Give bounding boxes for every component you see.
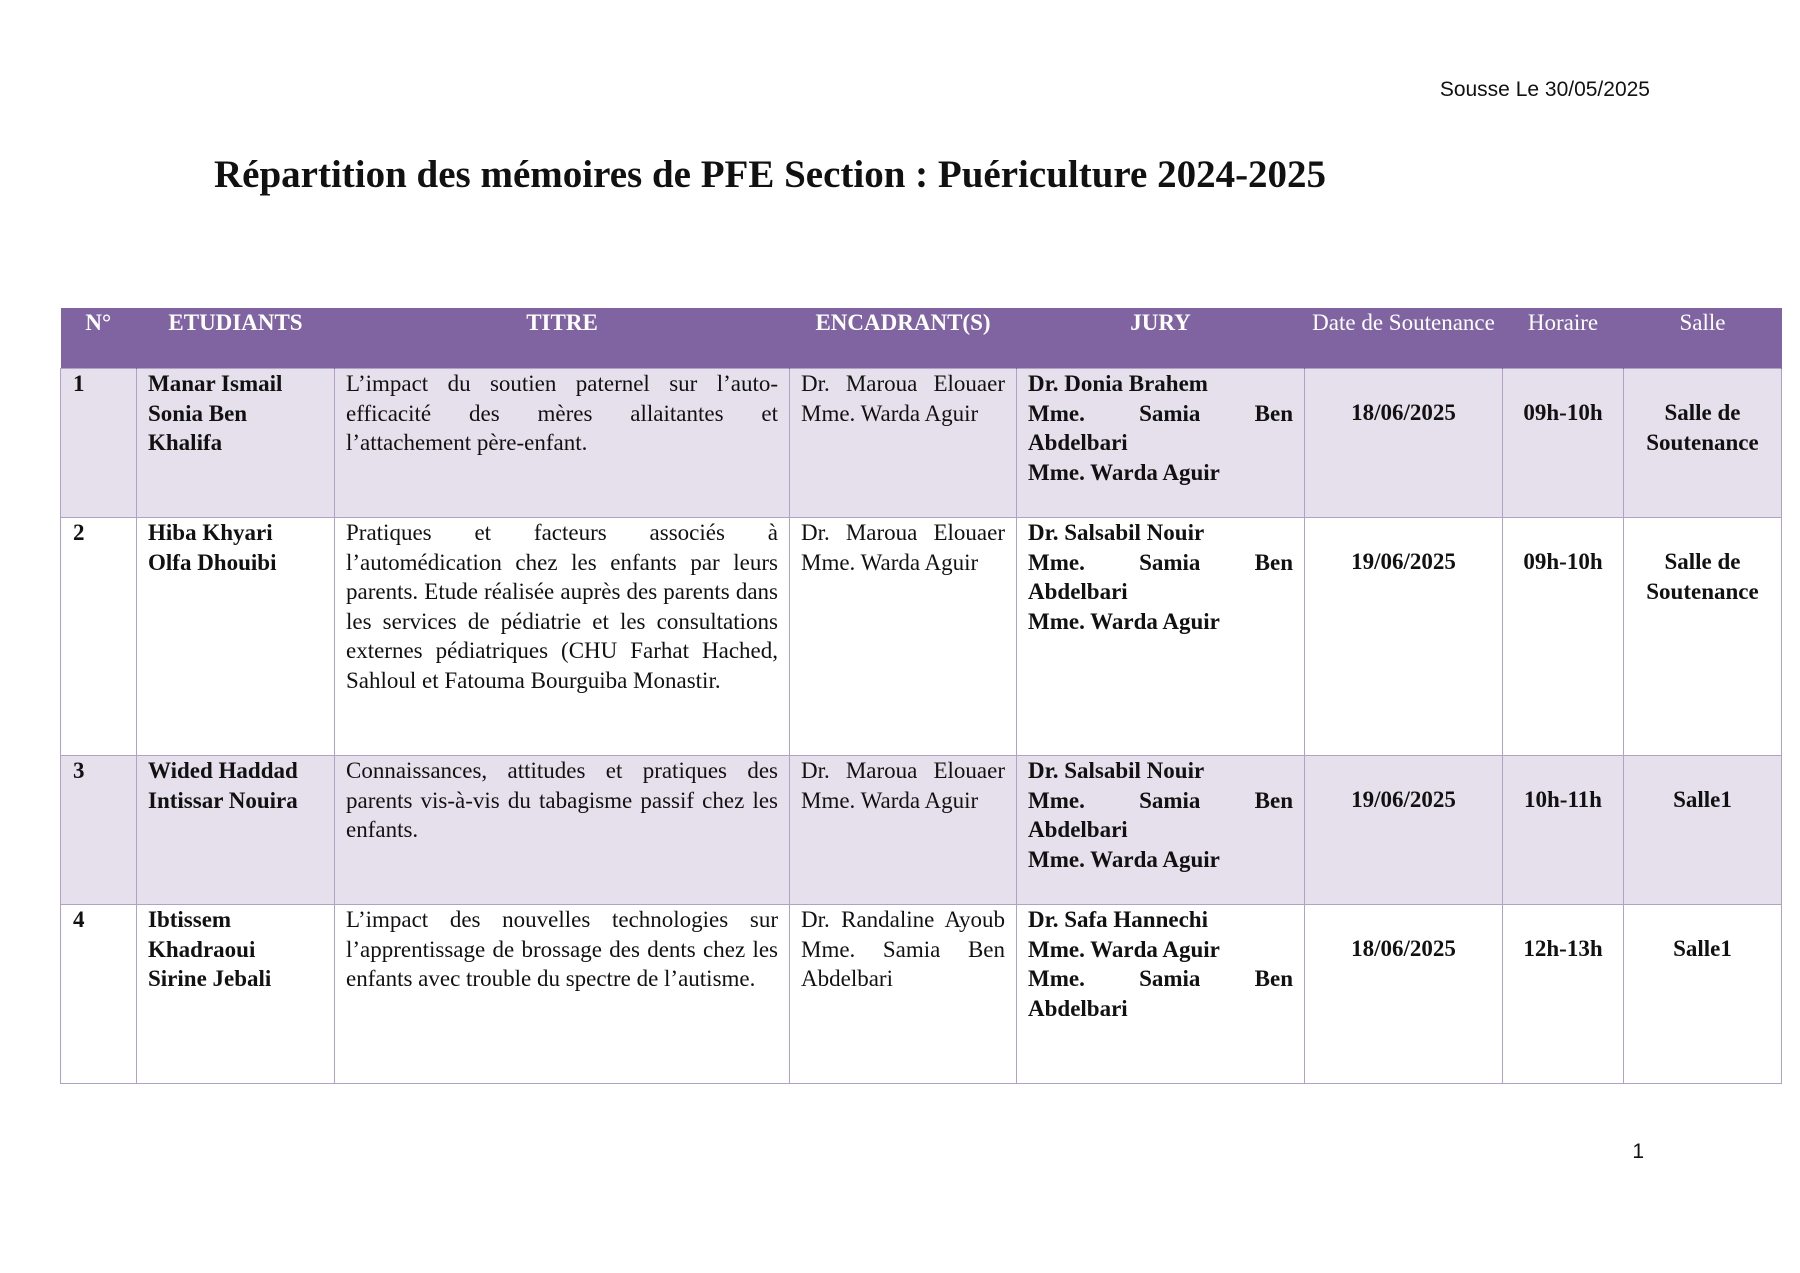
horaire-cell: 09h-10h: [1503, 369, 1624, 518]
jury-member: Dr. Salsabil Nouir: [1028, 520, 1205, 545]
salle-cell: Salle de Soutenance: [1624, 518, 1782, 756]
student-name: Hiba Khyari: [148, 520, 273, 545]
titre-cell: Connaissances, attitudes et pratiques des parents vis-à-vis du tabagisme passif chez les enfants.: [335, 756, 790, 905]
jury-member: Mme. Warda Aguir: [1028, 936, 1220, 962]
column-header-jury: JURY: [1017, 308, 1305, 369]
encadrants-cell: [790, 756, 1017, 905]
jury-cell: [1017, 369, 1305, 518]
date-cell: 19/06/2025: [1305, 518, 1503, 756]
titre-cell: L’impact du soutien paternel sur l’auto-efficacité des mères allaitantes et l’attachement père-enfant.: [335, 369, 790, 518]
jury-member: Mme. Samia Ben Abdelbari: [1028, 400, 1293, 455]
jury-member: Mme. Warda Aguir: [1028, 608, 1220, 634]
jury-member: Mme. Samia Ben Abdelbari: [1028, 966, 1293, 1021]
salle-cell: Salle1: [1624, 756, 1782, 905]
encadrant-name: Dr. Maroua Elouaer: [801, 371, 1005, 396]
jury-member: Mme. Samia Ben Abdelbari: [1028, 549, 1293, 604]
row-number: 3: [61, 756, 137, 905]
encadrant-name: Mme. Warda Aguir: [801, 787, 979, 813]
encadrant-name: Mme. Warda Aguir: [801, 549, 979, 575]
jury-member: Mme. Samia Ben Abdelbari: [1028, 787, 1293, 842]
jury-cell: [1017, 518, 1305, 756]
column-header-date: Date de Soutenance: [1305, 308, 1503, 369]
encadrants-cell: [790, 905, 1017, 1084]
table-row: [61, 369, 1782, 518]
page-number: 1: [1632, 1140, 1644, 1163]
memoires-table: [60, 308, 1782, 1084]
salle-cell: Salle1: [1624, 905, 1782, 1084]
horaire-cell: 09h-10h: [1503, 518, 1624, 756]
student-name: Olfa Dhouibi: [148, 549, 277, 575]
column-header-num: N°: [61, 308, 137, 369]
salle-cell: Salle de Soutenance: [1624, 369, 1782, 518]
jury-member: Mme. Warda Aguir: [1028, 459, 1220, 485]
table-header-row: [61, 308, 1782, 369]
student-name: Ibtissem Khadraoui: [148, 907, 256, 962]
jury-cell: [1017, 905, 1305, 1084]
encadrants-cell: [790, 369, 1017, 518]
table-row: [61, 756, 1782, 905]
jury-member: Mme. Warda Aguir: [1028, 846, 1220, 872]
students-cell: [137, 905, 335, 1084]
students-cell: [137, 518, 335, 756]
student-name: Intissar Nouira: [148, 787, 298, 813]
encadrant-name: Mme. Warda Aguir: [801, 400, 979, 426]
student-name: Sirine Jebali: [148, 966, 272, 991]
column-header-horaire: Horaire: [1503, 308, 1624, 369]
encadrant-name: Dr. Maroua Elouaer: [801, 758, 1005, 783]
student-name: Wided Haddad: [148, 758, 298, 783]
jury-member: Dr. Safa Hannechi: [1028, 907, 1208, 932]
column-header-etudiants: ETUDIANTS: [137, 308, 335, 369]
titre-cell: L’impact des nouvelles technologies sur l’apprentissage de brossage des dents chez les enfants avec trouble du spectre de l’autisme.: [335, 905, 790, 1084]
jury-member: Dr. Salsabil Nouir: [1028, 758, 1205, 783]
jury-member: Dr. Donia Brahem: [1028, 371, 1208, 396]
page-title: Répartition des mémoires de PFE Section : Puériculture 2024-2025: [214, 153, 1327, 196]
student-name: Sonia Ben Khalifa: [148, 400, 248, 455]
table-row: [61, 905, 1782, 1084]
encadrant-name: Mme. Samia Ben Abdelbari: [801, 936, 1005, 991]
column-header-salle: Salle: [1624, 308, 1782, 369]
jury-cell: [1017, 756, 1305, 905]
row-number: 4: [61, 905, 137, 1084]
date-cell: 19/06/2025: [1305, 756, 1503, 905]
row-number: 1: [61, 369, 137, 518]
students-cell: [137, 369, 335, 518]
encadrant-name: Dr. Maroua Elouaer: [801, 520, 1005, 545]
students-cell: [137, 756, 335, 905]
encadrants-cell: [790, 518, 1017, 756]
date-cell: 18/06/2025: [1305, 905, 1503, 1084]
student-name: Manar Ismail: [148, 371, 283, 396]
row-number: 2: [61, 518, 137, 756]
horaire-cell: 12h-13h: [1503, 905, 1624, 1084]
titre-cell: Pratiques et facteurs associés à l’automédication chez les enfants par leurs parents. Etude réalisée auprès des parents dans les services de pédiatrie et les consultations externes pédiatriques (CHU Farhat Hached, Sahloul et Fatouma Bourguiba Monastir.: [335, 518, 790, 756]
encadrant-name: Dr. Randaline Ayoub: [801, 907, 1005, 932]
column-header-titre: TITRE: [335, 308, 790, 369]
horaire-cell: 10h-11h: [1503, 756, 1624, 905]
column-header-encadrants: ENCADRANT(S): [790, 308, 1017, 369]
document-date: Sousse Le 30/05/2025: [1439, 78, 1650, 101]
date-cell: 18/06/2025: [1305, 369, 1503, 518]
table-row: [61, 518, 1782, 756]
